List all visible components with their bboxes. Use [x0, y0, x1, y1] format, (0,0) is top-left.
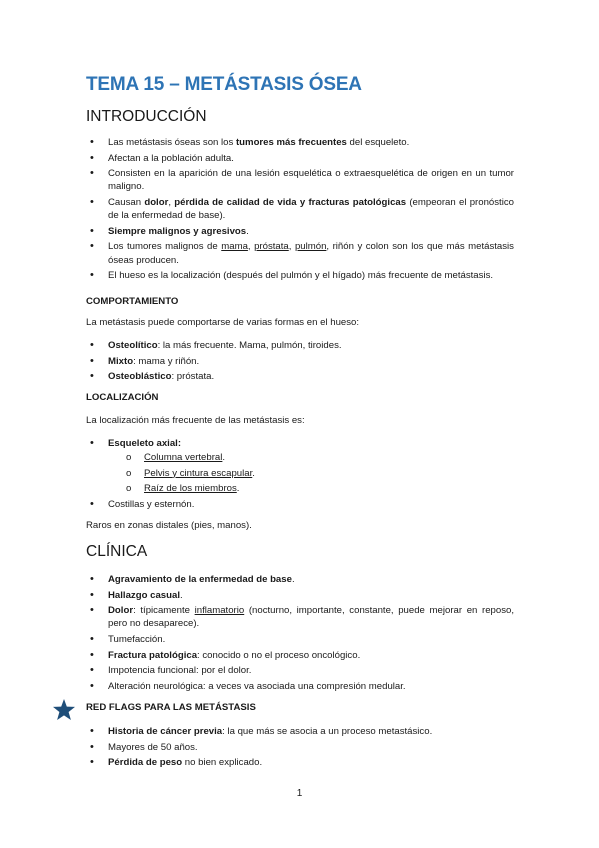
- subheading-red-flags: RED FLAGS PARA LAS METÁSTASIS: [86, 702, 256, 713]
- paragraph: La localización más frecuente de las metástasis es:: [86, 415, 305, 426]
- list-item: • Impotencia funcional: por el dolor.: [86, 664, 514, 677]
- list-item: • Costillas y esternón.: [86, 498, 514, 511]
- list-item: • Afectan a la población adulta.: [86, 152, 514, 165]
- list-item: • Mayores de 50 años.: [86, 741, 514, 754]
- comportamiento-list: [86, 339, 514, 386]
- list-item: • Las metástasis óseas son los tumores más frecuentes del esqueleto.: [86, 136, 514, 149]
- star-icon: [52, 698, 76, 722]
- list-item: • Osteolítico: la más frecuente. Mama, pulmón, tiroides.: [86, 339, 514, 352]
- list-item: • Siempre malignos y agresivos.: [86, 225, 514, 238]
- list-item: • Tumefacción.: [86, 633, 514, 646]
- page-title: TEMA 15 – METÁSTASIS ÓSEA: [86, 74, 362, 95]
- list-item: • Mixto: mama y riñón.: [86, 355, 514, 368]
- paragraph: La metástasis puede comportarse de varias formas en el hueso:: [86, 317, 360, 328]
- sub-list-item: o Pelvis y cintura escapular.: [108, 467, 514, 480]
- list-item: • Consisten en la aparición de una lesión esquelética o extraesquelética de origen en un tumor maligno.: [86, 167, 514, 193]
- page-number: 1: [296, 788, 303, 799]
- list-item: • Fractura patológica: conocido o no el proceso oncológico.: [86, 649, 514, 662]
- paragraph: Raros en zonas distales (pies, manos).: [86, 520, 252, 531]
- list-item: • Los tumores malignos de mama, próstata, pulmón, riñón y colon son los que más metástasis óseas producen.: [86, 240, 514, 266]
- list-item: • Osteoblástico: próstata.: [86, 370, 514, 383]
- list-item: • El hueso es la localización (después del pulmón y el hígado) más frecuente de metástasis.: [86, 269, 514, 282]
- subheading-localizacion: LOCALIZACIÓN: [86, 392, 159, 403]
- clinica-list: [86, 573, 514, 695]
- section-heading-introduccion: INTRODUCCIÓN: [86, 108, 207, 125]
- intro-list: [86, 136, 514, 285]
- list-item: • Pérdida de peso no bien explicado.: [86, 756, 514, 769]
- list-item: • Historia de cáncer previa: la que más se asocia a un proceso metastásico.: [86, 725, 514, 738]
- list-item: • Agravamiento de la enfermedad de base.: [86, 573, 514, 586]
- list-item: • Causan dolor, pérdida de calidad de vida y fracturas patológicas (empeoran el pronóstico de la enfermedad de base).: [86, 196, 514, 222]
- red-flags-list: [86, 725, 514, 772]
- sub-list-item: o Columna vertebral.: [108, 451, 514, 464]
- list-item: • Dolor: típicamente inflamatorio (nocturno, importante, constante, puede mejorar en reposo, pero no desaparece).: [86, 604, 514, 630]
- localizacion-list: [86, 437, 514, 513]
- subheading-comportamiento: COMPORTAMIENTO: [86, 296, 179, 307]
- section-heading-clinica: CLÍNICA: [86, 543, 148, 560]
- sub-list: [108, 451, 514, 495]
- list-item: • Alteración neurológica: a veces va asociada una compresión medular.: [86, 680, 514, 693]
- list-item: • Esqueleto axial: o Columna vertebral. o Pelvis y cintura escapular. o Raíz de los miembros.: [86, 437, 514, 495]
- list-item: • Hallazgo casual.: [86, 589, 514, 602]
- sub-list-item: o Raíz de los miembros.: [108, 482, 514, 495]
